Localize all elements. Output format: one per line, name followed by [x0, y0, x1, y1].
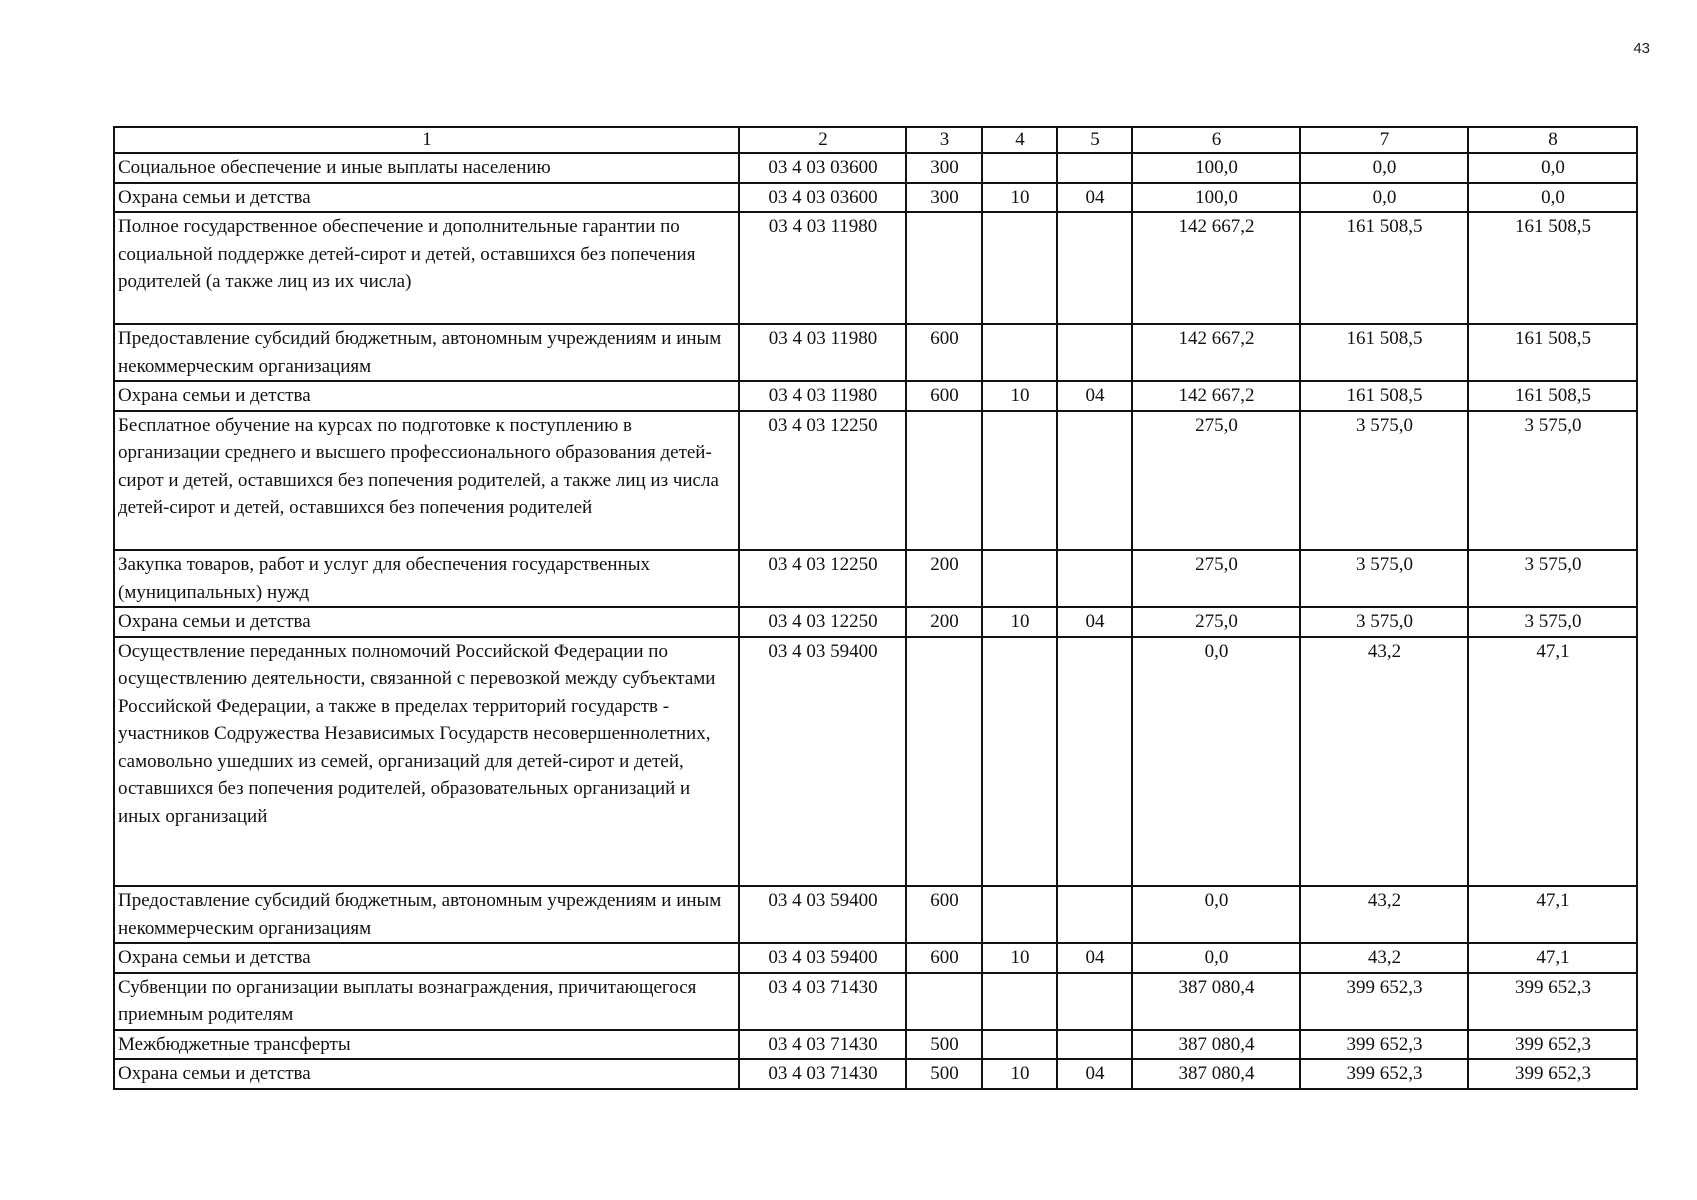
- table-row: [114, 943, 1637, 973]
- table-row: [114, 550, 1637, 607]
- row-col5-cell: [1057, 973, 1132, 1030]
- table-row: [114, 381, 1637, 411]
- row-code-cell: 03 4 03 03600: [739, 183, 906, 213]
- row-code-cell: 03 4 03 59400: [739, 943, 906, 973]
- row-value8-cell: 161 508,5: [1468, 324, 1637, 381]
- row-value7-cell: 0,0: [1300, 183, 1468, 213]
- table-header-row: [114, 127, 1637, 153]
- row-col4-cell: 10: [982, 381, 1057, 411]
- row-name-cell: Предоставление субсидий бюджетным, автономным учреждениям и иным некоммерческим организациям: [114, 324, 739, 381]
- row-col5-cell: 04: [1057, 381, 1132, 411]
- row-col4-cell: 10: [982, 1059, 1057, 1089]
- row-code-cell: 03 4 03 11980: [739, 381, 906, 411]
- row-code-cell: 03 4 03 11980: [739, 212, 906, 324]
- row-value8-cell: 0,0: [1468, 153, 1637, 183]
- column-header: 1: [114, 127, 739, 153]
- row-name-cell: Бесплатное обучение на курсах по подготовке к поступлению в организации среднего и высшего профессионального образования детей-сирот и детей, оставшихся без попечения родителей, а также лиц из числа детей-сирот и детей, оставшихся без попечения родителей: [114, 411, 739, 551]
- row-name-cell: Предоставление субсидий бюджетным, автономным учреждениям и иным некоммерческим организациям: [114, 886, 739, 943]
- row-code-cell: 03 4 03 12250: [739, 550, 906, 607]
- table-row: [114, 607, 1637, 637]
- row-col4-cell: [982, 411, 1057, 551]
- row-value8-cell: 161 508,5: [1468, 212, 1637, 324]
- row-value8-cell: 399 652,3: [1468, 973, 1637, 1030]
- table-row: [114, 212, 1637, 324]
- row-col5-cell: [1057, 1030, 1132, 1060]
- row-value7-cell: 3 575,0: [1300, 550, 1468, 607]
- row-code-cell: 03 4 03 59400: [739, 886, 906, 943]
- row-value8-cell: 3 575,0: [1468, 550, 1637, 607]
- row-name-cell: Охрана семьи и детства: [114, 183, 739, 213]
- row-value6-cell: 100,0: [1132, 183, 1300, 213]
- table-row: [114, 411, 1637, 551]
- row-value6-cell: 100,0: [1132, 153, 1300, 183]
- row-value7-cell: 399 652,3: [1300, 1059, 1468, 1089]
- row-col3-cell: 300: [906, 183, 982, 213]
- row-code-cell: 03 4 03 12250: [739, 607, 906, 637]
- row-code-cell: 03 4 03 71430: [739, 1030, 906, 1060]
- row-value6-cell: 142 667,2: [1132, 324, 1300, 381]
- row-col4-cell: 10: [982, 183, 1057, 213]
- row-col5-cell: [1057, 153, 1132, 183]
- budget-table: [113, 126, 1638, 1090]
- row-value6-cell: 142 667,2: [1132, 212, 1300, 324]
- row-col4-cell: [982, 637, 1057, 887]
- row-value7-cell: 43,2: [1300, 886, 1468, 943]
- table-row: [114, 973, 1637, 1030]
- row-value6-cell: 142 667,2: [1132, 381, 1300, 411]
- row-value8-cell: 47,1: [1468, 886, 1637, 943]
- row-col3-cell: 600: [906, 381, 982, 411]
- column-header: 5: [1057, 127, 1132, 153]
- page-number: 43: [1633, 40, 1650, 57]
- row-col5-cell: [1057, 212, 1132, 324]
- row-value8-cell: 399 652,3: [1468, 1059, 1637, 1089]
- table-row: [114, 1059, 1637, 1089]
- row-name-cell: Полное государственное обеспечение и дополнительные гарантии по социальной поддержке детей-сирот и детей, оставшихся без попечения родителей (а также лиц из их числа): [114, 212, 739, 324]
- table-body: [114, 153, 1637, 1089]
- row-name-cell: Субвенции по организации выплаты вознаграждения, причитающегося приемным родителям: [114, 973, 739, 1030]
- column-header: 7: [1300, 127, 1468, 153]
- row-value8-cell: 3 575,0: [1468, 607, 1637, 637]
- row-col3-cell: 600: [906, 943, 982, 973]
- row-col3-cell: [906, 973, 982, 1030]
- row-col5-cell: [1057, 886, 1132, 943]
- row-col4-cell: [982, 886, 1057, 943]
- row-value7-cell: 161 508,5: [1300, 381, 1468, 411]
- row-col4-cell: [982, 212, 1057, 324]
- row-col3-cell: 200: [906, 550, 982, 607]
- row-col4-cell: [982, 324, 1057, 381]
- column-header: 6: [1132, 127, 1300, 153]
- column-header: 8: [1468, 127, 1637, 153]
- row-col4-cell: [982, 550, 1057, 607]
- row-col3-cell: [906, 637, 982, 887]
- row-value6-cell: 0,0: [1132, 637, 1300, 887]
- row-col3-cell: [906, 411, 982, 551]
- row-col5-cell: [1057, 550, 1132, 607]
- row-value6-cell: 387 080,4: [1132, 1030, 1300, 1060]
- row-value8-cell: 47,1: [1468, 943, 1637, 973]
- row-name-cell: Охрана семьи и детства: [114, 943, 739, 973]
- row-name-cell: Охрана семьи и детства: [114, 607, 739, 637]
- row-code-cell: 03 4 03 71430: [739, 973, 906, 1030]
- row-value7-cell: 43,2: [1300, 943, 1468, 973]
- row-col3-cell: 500: [906, 1059, 982, 1089]
- row-name-cell: Социальное обеспечение и иные выплаты населению: [114, 153, 739, 183]
- row-col3-cell: 200: [906, 607, 982, 637]
- row-col3-cell: 600: [906, 886, 982, 943]
- row-col3-cell: 600: [906, 324, 982, 381]
- row-value7-cell: 399 652,3: [1300, 973, 1468, 1030]
- row-name-cell: Охрана семьи и детства: [114, 381, 739, 411]
- row-value7-cell: 43,2: [1300, 637, 1468, 887]
- table-row: [114, 153, 1637, 183]
- row-value8-cell: 47,1: [1468, 637, 1637, 887]
- table-row: [114, 183, 1637, 213]
- row-value6-cell: 275,0: [1132, 550, 1300, 607]
- row-code-cell: 03 4 03 12250: [739, 411, 906, 551]
- row-col5-cell: 04: [1057, 943, 1132, 973]
- table-row: [114, 1030, 1637, 1060]
- row-value8-cell: 3 575,0: [1468, 411, 1637, 551]
- row-code-cell: 03 4 03 03600: [739, 153, 906, 183]
- row-value7-cell: 399 652,3: [1300, 1030, 1468, 1060]
- row-value6-cell: 275,0: [1132, 411, 1300, 551]
- row-value8-cell: 0,0: [1468, 183, 1637, 213]
- row-col5-cell: 04: [1057, 1059, 1132, 1089]
- row-col5-cell: [1057, 324, 1132, 381]
- row-value7-cell: 3 575,0: [1300, 411, 1468, 551]
- row-value8-cell: 161 508,5: [1468, 381, 1637, 411]
- row-col3-cell: 300: [906, 153, 982, 183]
- row-value6-cell: 387 080,4: [1132, 973, 1300, 1030]
- table-row: [114, 886, 1637, 943]
- row-col5-cell: [1057, 411, 1132, 551]
- row-code-cell: 03 4 03 71430: [739, 1059, 906, 1089]
- row-col5-cell: [1057, 637, 1132, 887]
- row-col4-cell: [982, 1030, 1057, 1060]
- row-value7-cell: 3 575,0: [1300, 607, 1468, 637]
- row-value6-cell: 275,0: [1132, 607, 1300, 637]
- row-name-cell: Осуществление переданных полномочий Российской Федерации по осуществлению деятельности, связанной с перевозкой между субъектами Российской Федерации, а также в пределах территорий государств - участников Содружества Независимых Государств несовершеннолетних, самовольно ушедших из семей, организаций для детей-сирот и детей, оставшихся без попечения родителей, образовательных организаций и иных организаций: [114, 637, 739, 887]
- row-code-cell: 03 4 03 59400: [739, 637, 906, 887]
- table-row: [114, 324, 1637, 381]
- row-value6-cell: 387 080,4: [1132, 1059, 1300, 1089]
- row-value6-cell: 0,0: [1132, 886, 1300, 943]
- table-row: [114, 637, 1637, 887]
- column-header: 2: [739, 127, 906, 153]
- row-value7-cell: 161 508,5: [1300, 324, 1468, 381]
- row-col4-cell: [982, 153, 1057, 183]
- row-col3-cell: [906, 212, 982, 324]
- row-col4-cell: 10: [982, 607, 1057, 637]
- row-value7-cell: 161 508,5: [1300, 212, 1468, 324]
- row-name-cell: Охрана семьи и детства: [114, 1059, 739, 1089]
- row-col4-cell: [982, 973, 1057, 1030]
- row-col3-cell: 500: [906, 1030, 982, 1060]
- row-value6-cell: 0,0: [1132, 943, 1300, 973]
- row-value8-cell: 399 652,3: [1468, 1030, 1637, 1060]
- column-header: 3: [906, 127, 982, 153]
- row-col4-cell: 10: [982, 943, 1057, 973]
- row-code-cell: 03 4 03 11980: [739, 324, 906, 381]
- row-name-cell: Закупка товаров, работ и услуг для обеспечения государственных (муниципальных) нужд: [114, 550, 739, 607]
- row-value7-cell: 0,0: [1300, 153, 1468, 183]
- row-col5-cell: 04: [1057, 183, 1132, 213]
- row-col5-cell: 04: [1057, 607, 1132, 637]
- row-name-cell: Межбюджетные трансферты: [114, 1030, 739, 1060]
- column-header: 4: [982, 127, 1057, 153]
